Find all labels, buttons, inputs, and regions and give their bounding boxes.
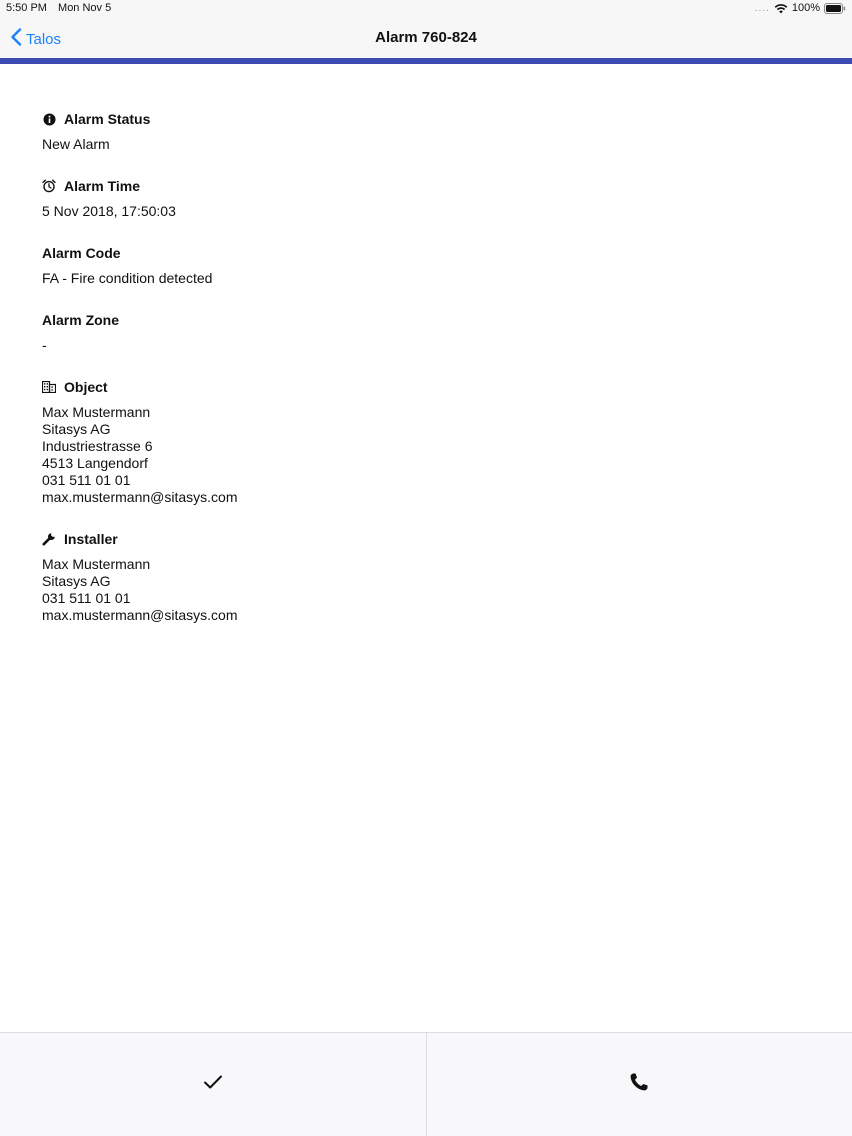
alarm-details — [42, 110, 802, 648]
call-button[interactable] — [426, 1033, 852, 1136]
object-street: Industriestrasse 6 — [42, 438, 153, 454]
building-icon — [42, 380, 56, 394]
installer-details — [42, 556, 802, 624]
alarm-zone-value: - — [42, 337, 47, 353]
page-title: Alarm 760-824 — [375, 29, 477, 46]
installer-email: max.mustermann@sitasys.com — [42, 607, 238, 623]
object-contact-name: Max Mustermann — [42, 404, 151, 420]
phone-icon — [629, 1072, 649, 1097]
alarm-code-value: FA - Fire condition detected — [42, 270, 213, 286]
alarm-time-value: 5 Nov 2018, 17:50:03 — [42, 203, 176, 219]
object-email: max.mustermann@sitasys.com — [42, 489, 238, 505]
status-right — [755, 2, 846, 14]
status-bar — [0, 0, 852, 18]
accent-bar — [0, 58, 852, 64]
section-header — [42, 378, 802, 396]
alarm-code-title: Alarm Code — [42, 245, 121, 261]
info-icon — [42, 112, 56, 126]
bottom-action-bar — [0, 1032, 852, 1136]
battery-icon — [824, 3, 846, 14]
battery-percent: 100% — [791, 2, 820, 14]
alarm-clock-icon — [42, 179, 56, 193]
alarm-zone-section — [42, 311, 802, 354]
object-section — [42, 378, 802, 506]
alarm-status-value: New Alarm — [42, 136, 110, 152]
object-city: 4513 Langendorf — [42, 455, 148, 471]
section-header — [42, 530, 802, 548]
section-header — [42, 110, 802, 128]
object-details — [42, 404, 802, 506]
object-company: Sitasys AG — [42, 421, 111, 437]
acknowledge-button[interactable] — [0, 1033, 426, 1136]
checkmark-icon — [203, 1074, 223, 1095]
installer-company: Sitasys AG — [42, 573, 111, 589]
alarm-time-section — [42, 177, 802, 220]
object-title: Object — [64, 379, 108, 395]
installer-contact-name: Max Mustermann — [42, 556, 151, 572]
installer-title: Installer — [64, 531, 118, 547]
navigation-bar — [0, 18, 852, 58]
section-header — [42, 244, 802, 262]
section-header — [42, 177, 802, 195]
alarm-time-title: Alarm Time — [64, 178, 140, 194]
alarm-status-title: Alarm Status — [64, 111, 151, 127]
alarm-status-section — [42, 110, 802, 153]
wrench-icon — [42, 532, 56, 546]
object-phone: 031 511 01 01 — [42, 472, 131, 488]
wifi-icon — [774, 3, 788, 14]
status-left — [6, 2, 119, 14]
installer-phone: 031 511 01 01 — [42, 590, 131, 606]
installer-section — [42, 530, 802, 624]
section-header — [42, 311, 802, 329]
alarm-zone-title: Alarm Zone — [42, 312, 120, 328]
alarm-code-section — [42, 244, 802, 287]
status-time: 5:50 PM — [6, 2, 47, 14]
signal-icon: .... — [754, 2, 770, 14]
status-date: Mon Nov 5 — [58, 2, 112, 14]
back-label: Talos — [26, 30, 62, 48]
